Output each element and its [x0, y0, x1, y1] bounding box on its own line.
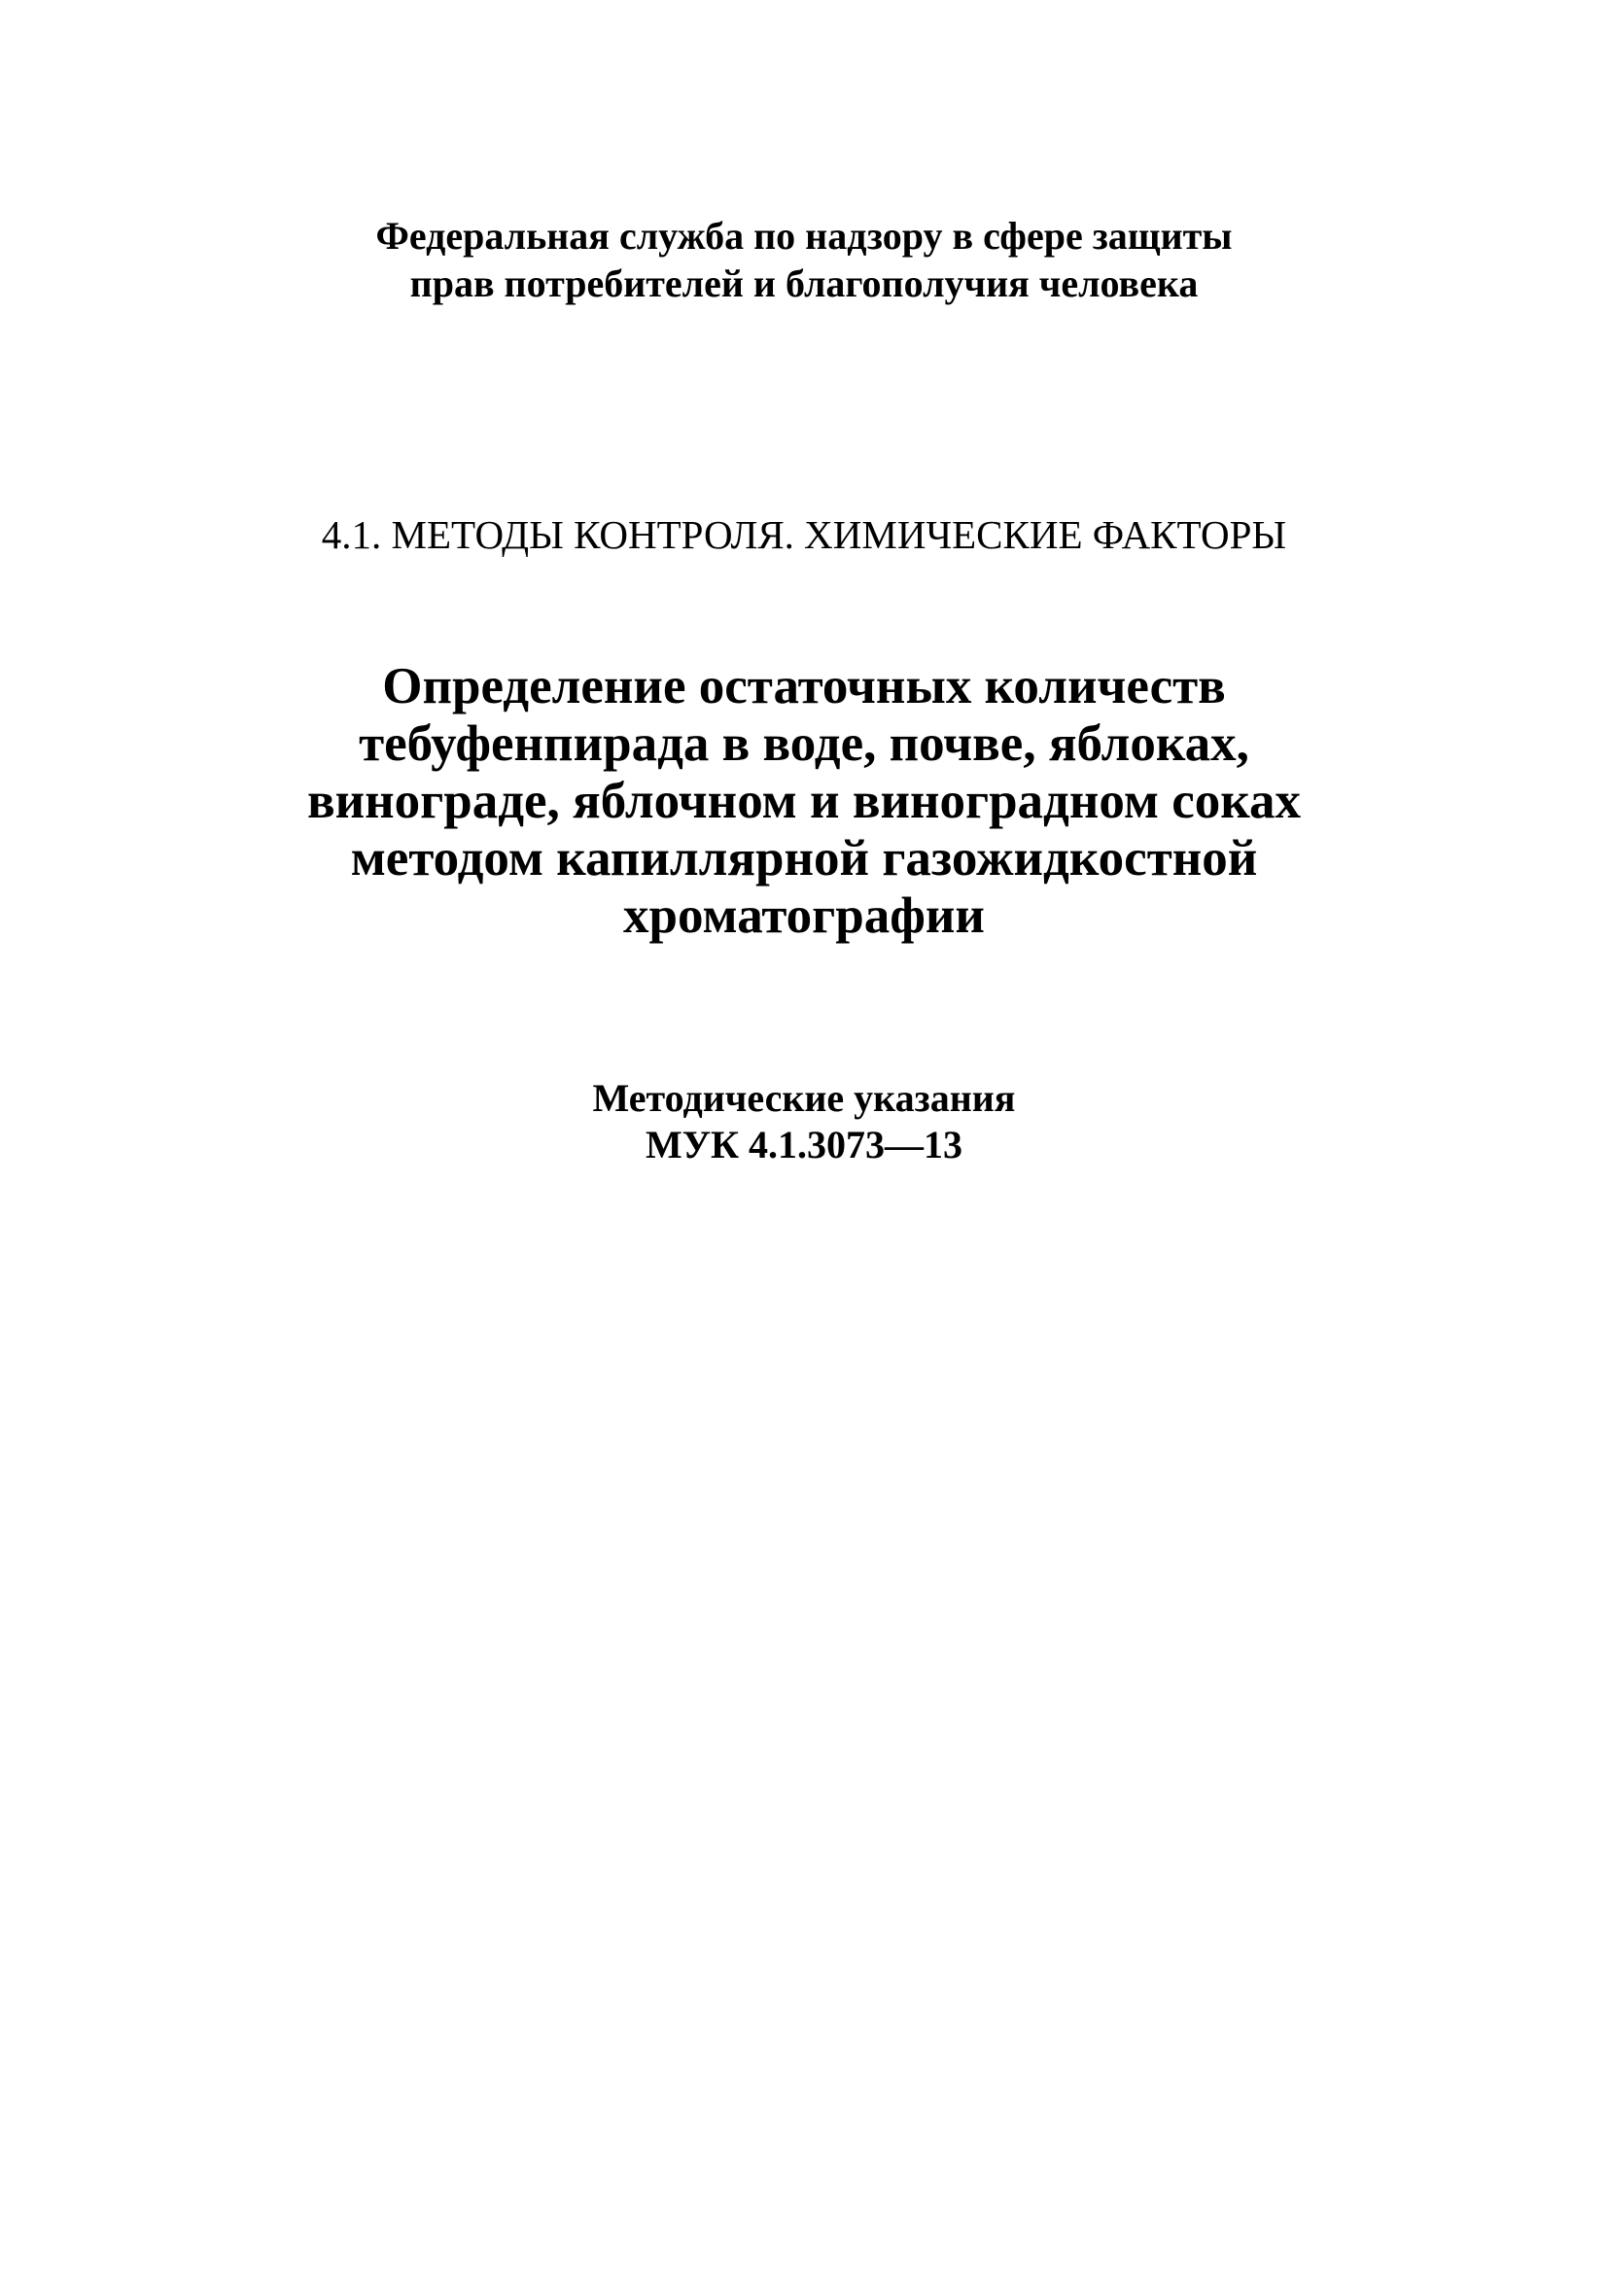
title-line: хроматографии — [623, 887, 985, 944]
title-line: Определение остаточных количеств — [382, 658, 1226, 714]
title-line: тебуфенпирада в воде, почве, яблоках, — [359, 715, 1249, 772]
agency-header — [0, 212, 1608, 307]
document-title — [0, 658, 1608, 945]
section-heading — [0, 505, 1608, 564]
agency-line: Федеральная служба по надзору в сфере защиты — [375, 214, 1233, 258]
title-line: методом капиллярной газожидкостной — [350, 830, 1258, 887]
title-line: винограде, яблочном и виноградном соках — [306, 773, 1302, 829]
document-number: МУК 4.1.3073—13 — [645, 1123, 963, 1166]
document-subtitle — [0, 1075, 1608, 1168]
section-heading-text: 4.1. МЕТОДЫ КОНТРОЛЯ. ХИМИЧЕСКИЕ ФАКТОРЫ — [321, 512, 1287, 557]
document-type: Методические указания — [592, 1076, 1016, 1120]
agency-line: прав потребителей и благополучия человека — [409, 261, 1199, 305]
